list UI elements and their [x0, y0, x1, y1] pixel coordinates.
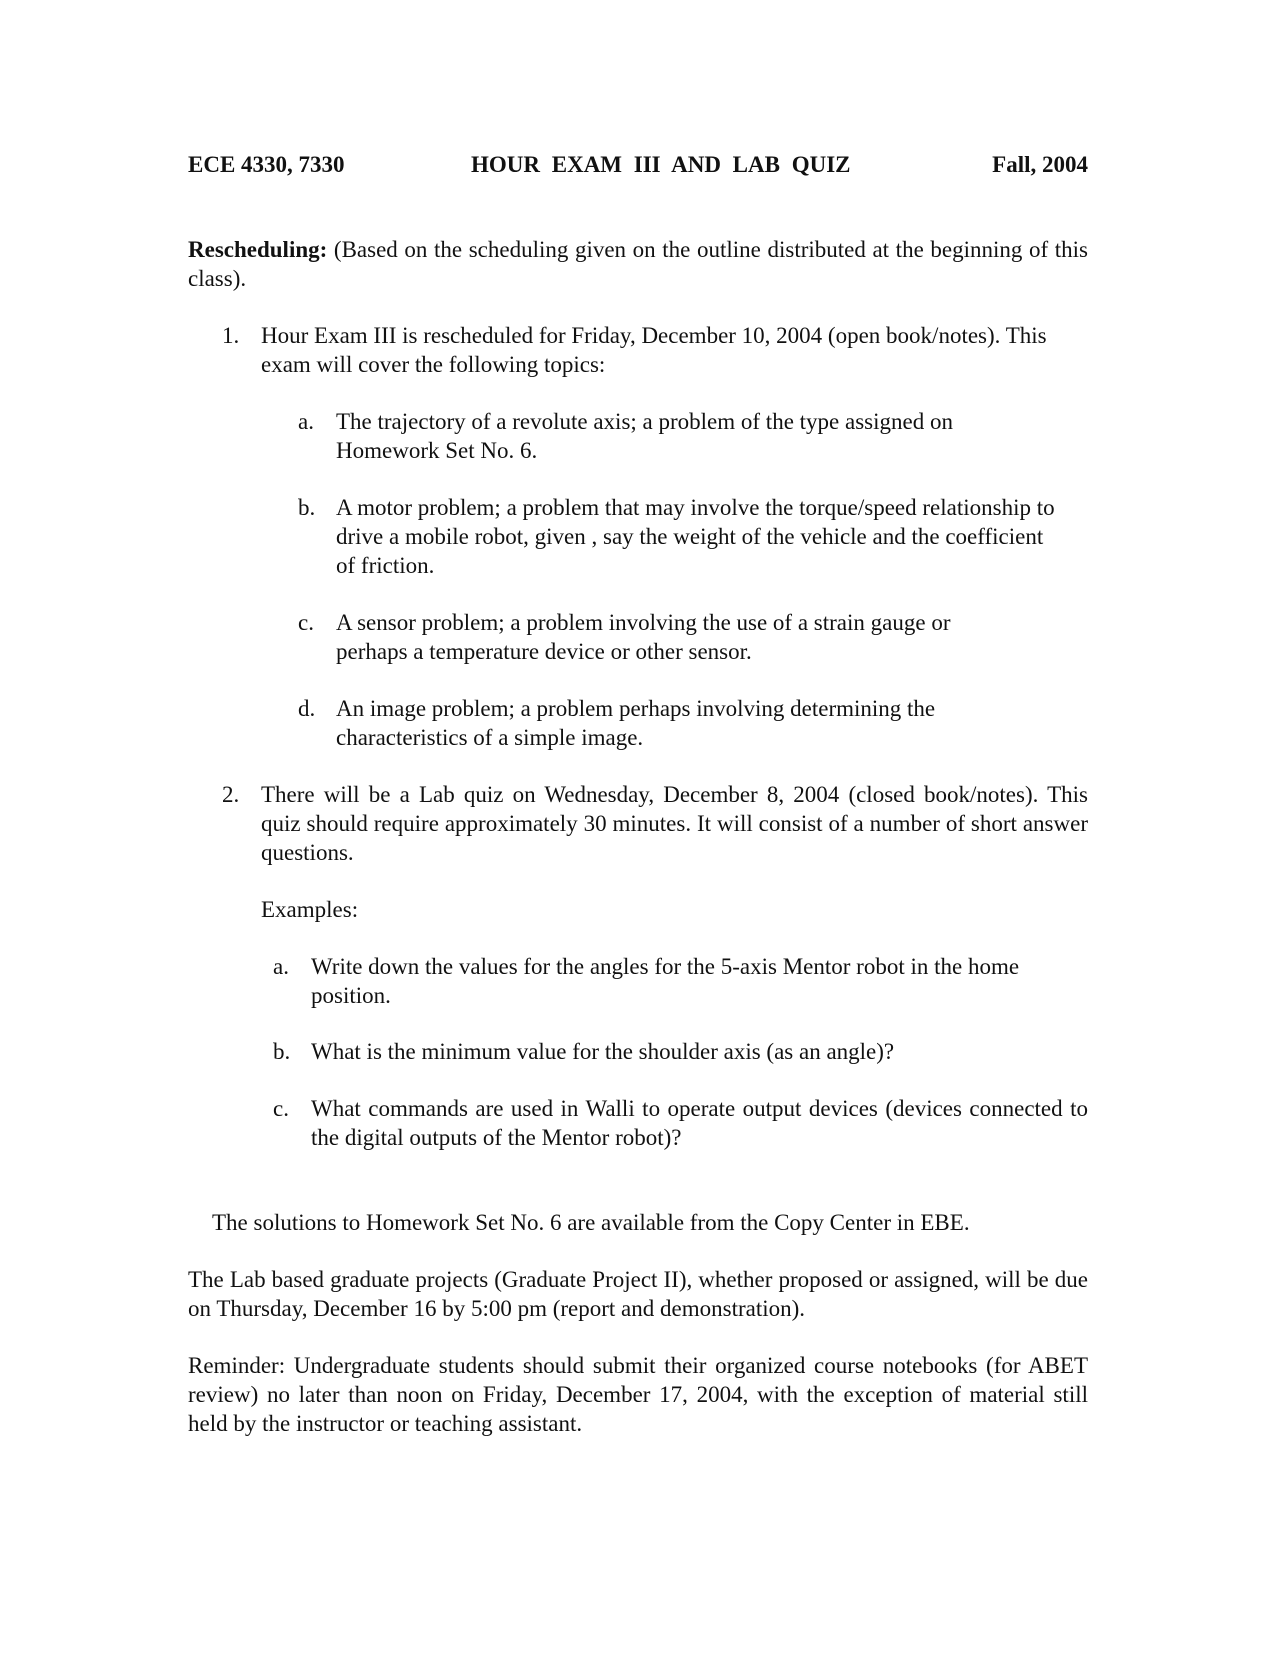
sub-item-2b: [188, 1037, 1088, 1067]
rescheduling-paragraph: [188, 235, 1088, 293]
list-item-2: [188, 780, 1088, 870]
list-item-text: There will be a Lab quiz on Wednesday, December 8, 2004 (closed book/notes). This quiz should require approximately 30 minutes. It will consist of a number of short answer questions.: [261, 782, 1088, 865]
term: Fall, 2004: [992, 152, 1088, 177]
sub-item-text: What commands are used in Walli to operate output devices (devices connected to the digital outputs of the Mentor robot)?: [311, 1096, 1088, 1150]
list-item-1: [188, 321, 1088, 381]
sub-item-1d: [188, 694, 1088, 754]
sub-item-text: An image problem; a problem perhaps involving determining the characteristics of a simple image.: [336, 696, 936, 750]
sub-item-text: A motor problem; a problem that may involve the torque/speed relationship to drive a mobile robot, given , say the weight of the vehicle and the coefficient of friction.: [336, 495, 1055, 578]
sub-item-text: A sensor problem; a problem involving the use of a strain gauge or perhaps a temperature device or other sensor.: [336, 610, 951, 664]
sub-item-2c: [188, 1094, 1088, 1154]
sub-item-letter: a.: [273, 954, 289, 979]
course-number: ECE 4330, 7330: [188, 152, 345, 177]
sub-item-2a: [188, 952, 1088, 1012]
sub-item-letter: c.: [273, 1096, 289, 1121]
sub-item-text: What is the minimum value for the shoulder axis (as an angle)?: [311, 1039, 895, 1064]
sub-item-1a: [188, 407, 1088, 467]
sub-item-letter: a.: [298, 409, 314, 434]
reminder-note: Reminder: Undergraduate students should submit their organized course notebooks (for ABET review) no later than noon on Friday, December 17, 2004, with the exception of material still held by the instructor or teaching assistant.: [188, 1353, 1088, 1436]
solutions-note: The solutions to Homework Set No. 6 are available from the Copy Center in EBE.: [212, 1210, 970, 1235]
document-title: HOUR EXAM III AND LAB QUIZ: [471, 152, 851, 177]
rescheduling-label: Rescheduling:: [188, 237, 328, 262]
projects-note: The Lab based graduate projects (Graduate Project II), whether proposed or assigned, will be due on Thursday, December 16 by 5:00 pm (report and demonstration).: [188, 1267, 1088, 1321]
sub-item-1b: [188, 493, 1088, 583]
rescheduling-text: (Based on the scheduling given on the outline distributed at the beginning of this class).: [188, 237, 1088, 291]
sub-item-text: The trajectory of a revolute axis; a problem of the type assigned on Homework Set No. 6.: [336, 409, 953, 463]
sub-item-1c: [188, 608, 1088, 668]
sub-item-letter: b.: [298, 495, 316, 520]
sub-item-letter: d.: [298, 696, 316, 721]
list-item-text: Hour Exam III is rescheduled for Friday, December 10, 2004 (open book/notes). This exam will cover the following topics:: [261, 323, 1047, 377]
list-item-number: 2.: [222, 782, 240, 807]
sub-item-letter: c.: [298, 610, 314, 635]
sub-item-letter: b.: [273, 1039, 291, 1064]
document-header: [188, 150, 1088, 182]
sub-item-text: Write down the values for the angles for the 5-axis Mentor robot in the home position.: [311, 954, 1020, 1008]
list-item-number: 1.: [222, 323, 240, 348]
examples-label: Examples:: [261, 897, 359, 922]
